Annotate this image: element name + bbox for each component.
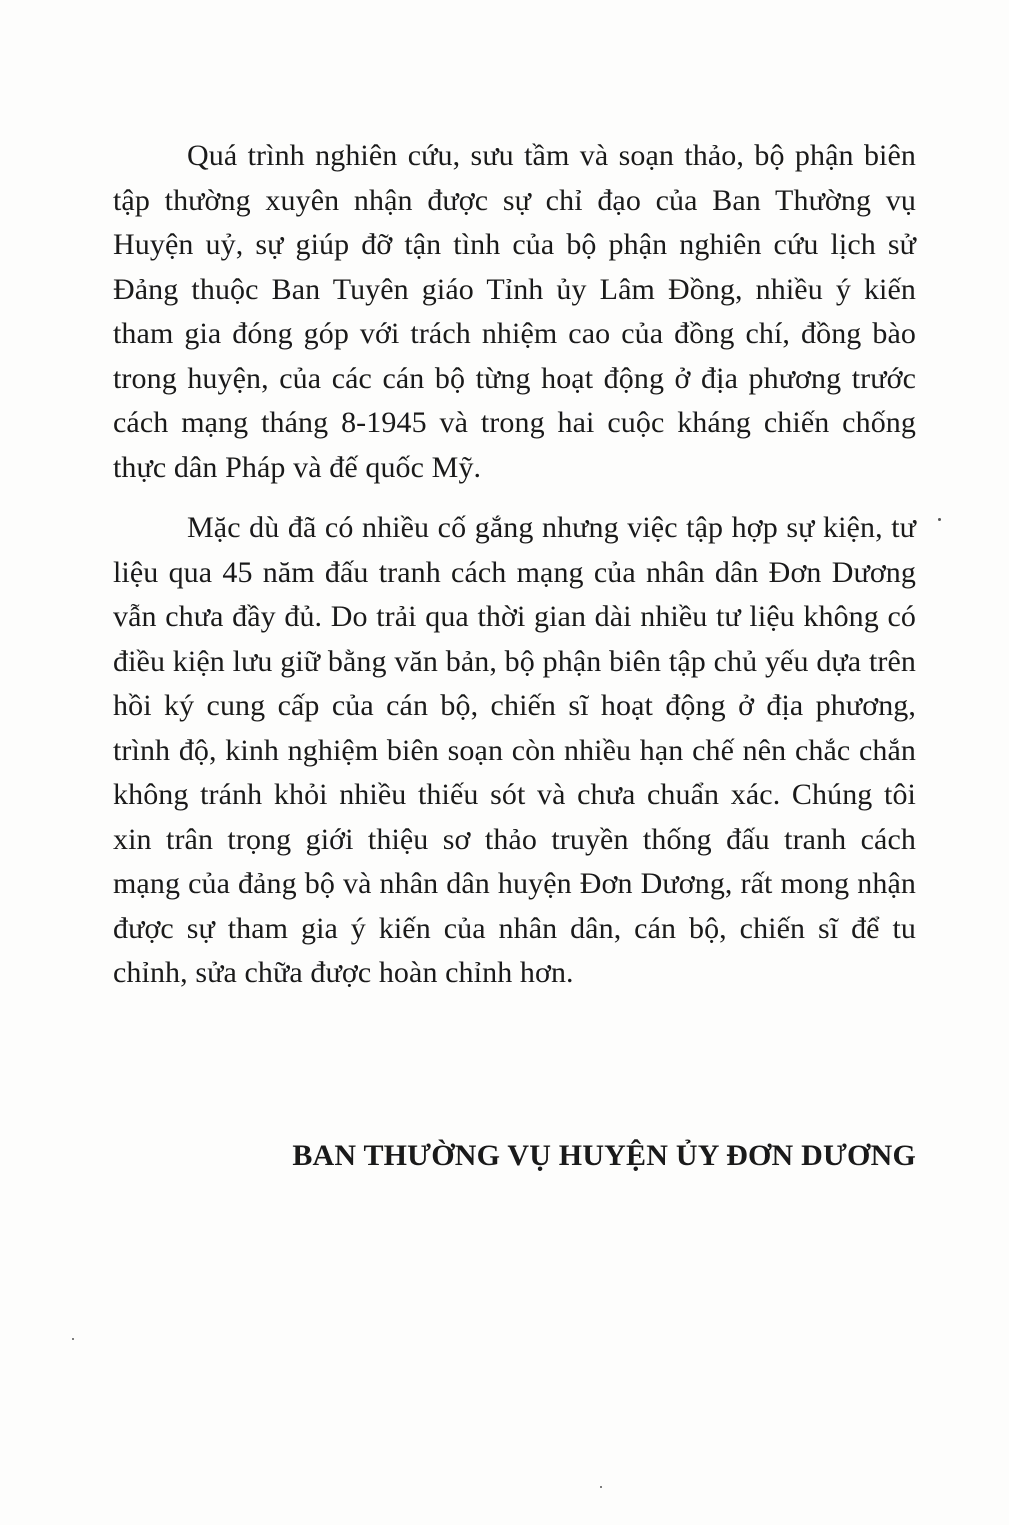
scan-speck [600,1486,602,1488]
signature-line: BAN THƯỜNG VỤ HUYỆN ỦY ĐƠN DƯƠNG [292,1139,916,1172]
paragraph-2: Mặc dù đã có nhiều cố gắng nhưng việc tập hợp sự kiện, tư liệu qua 45 năm đấu tranh cách mạng của nhân dân Đơn Dương vẫn chưa đầy đủ. Do trải qua thời gian dài nhiều tư liệu không có điều kiện lưu giữ bằng văn bản, bộ phận biên tập chủ yếu dựa trên hồi ký cung cấp của cán bộ, chiến sĩ hoạt động ở địa phương, trình độ, kinh nghiệm biên soạn còn nhiều hạn chế nên chắc chắn không tránh khỏi nhiều thiếu sót và chưa chuẩn xác. Chúng tôi xin trân trọng giới thiệu sơ thảo truyền thống đấu tranh cách mạng của đảng bộ và nhân dân huyện Đơn Dương, rất mong nhận được sự tham gia ý kiến của nhân dân, cán bộ, chiến sĩ để tu chỉnh, sửa chữa được hoàn chỉnh hơn. [113,511,916,989]
scan-speck [938,518,941,521]
scan-speck [72,1338,74,1340]
body-text [113,134,916,996]
paragraph-1: Quá trình nghiên cứu, sưu tầm và soạn thảo, bộ phận biên tập thường xuyên nhận được sự chỉ đạo của Ban Thường vụ Huyện uỷ, sự giúp đỡ tận tình của bộ phận nghiên cứu lịch sử Đảng thuộc Ban Tuyên giáo Tỉnh ủy Lâm Đồng, nhiều ý kiến tham gia đóng góp với trách nhiệm cao của đồng chí, đồng bào trong huyện, của các cán bộ từng hoạt động ở địa phương trước cách mạng tháng 8-1945 và trong hai cuộc kháng chiến chống thực dân Pháp và đế quốc Mỹ. [113,139,916,484]
